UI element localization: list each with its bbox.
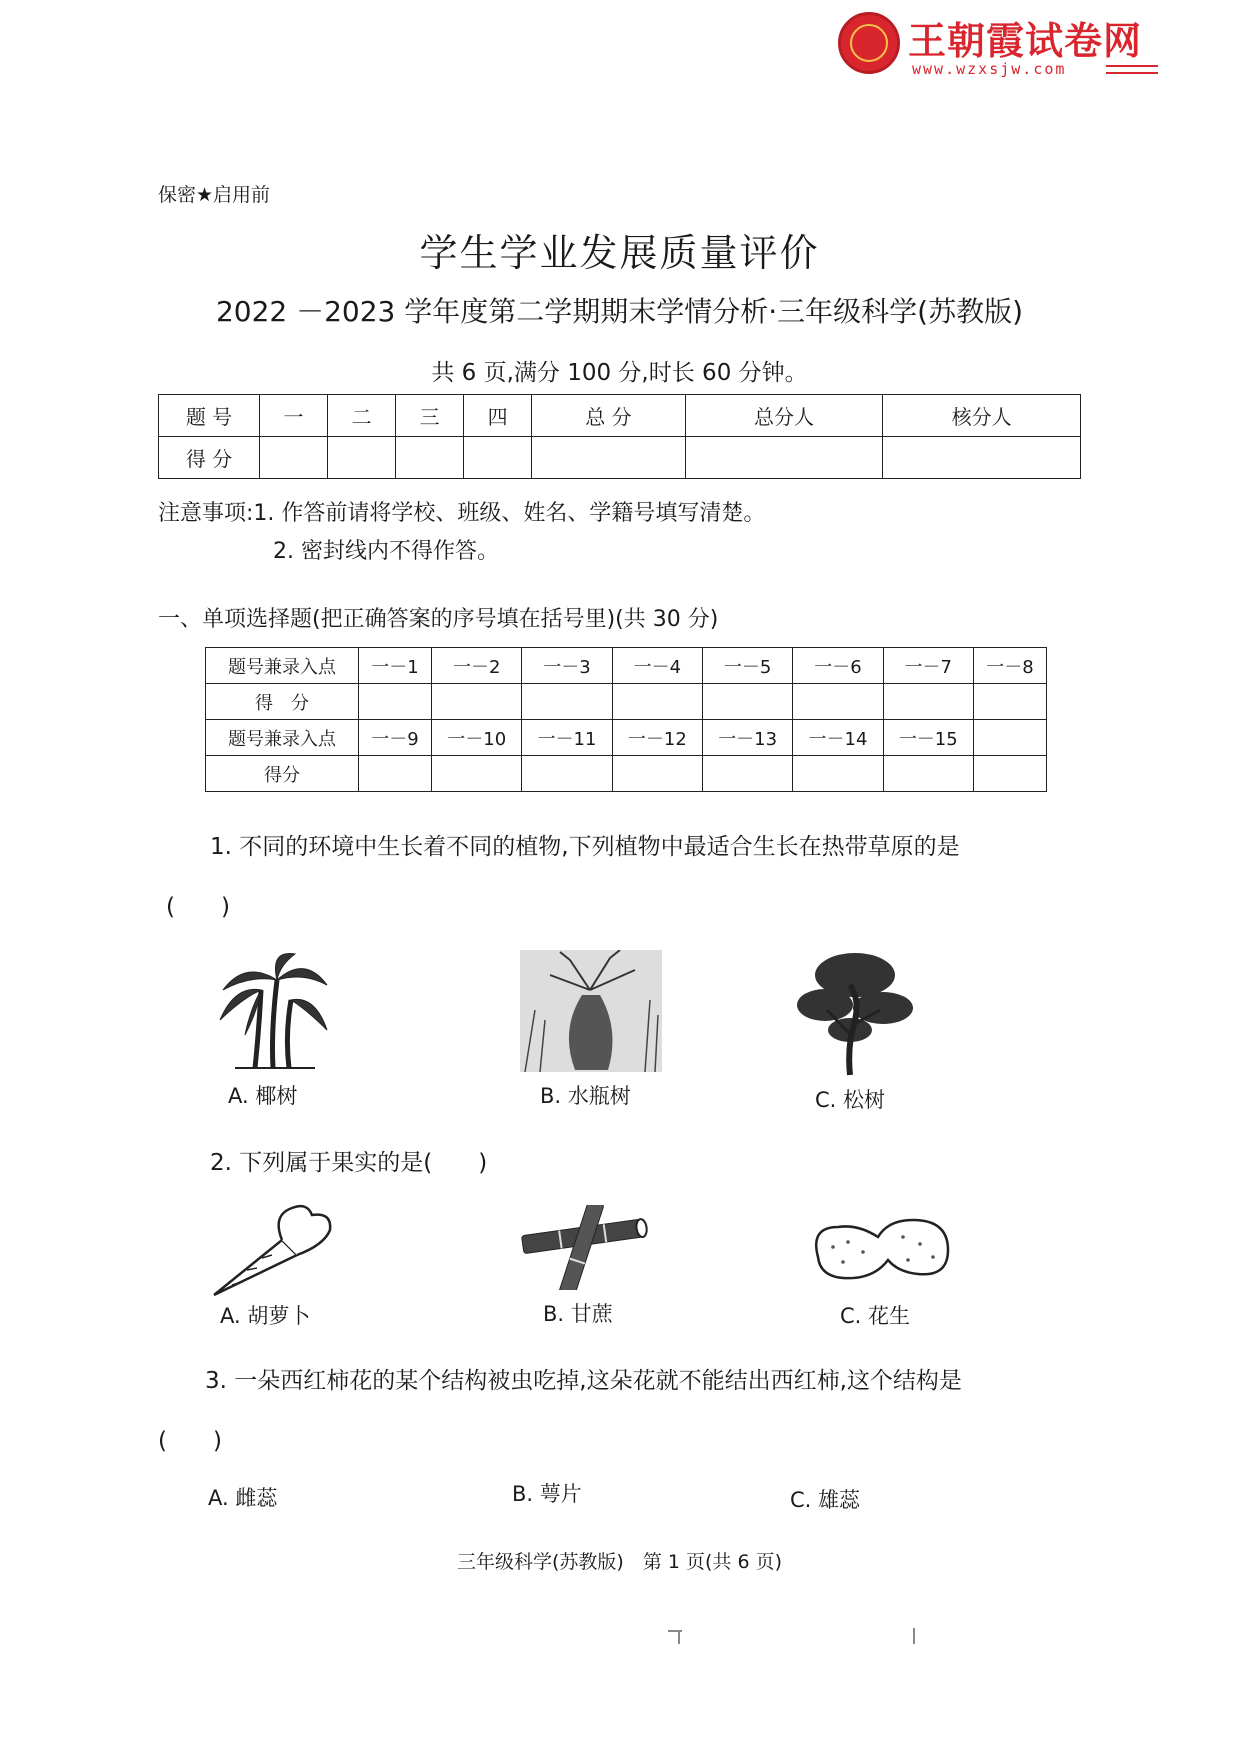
score-table-score-row — [159, 437, 1081, 479]
question-2-stem: 2. 下列属于果实的是( ) — [210, 1150, 488, 1176]
table-row — [206, 756, 1047, 792]
table-cell: 一－11 — [522, 720, 612, 756]
table-cell: 题 号 — [159, 395, 260, 437]
score-cell[interactable] — [973, 756, 1046, 792]
table-cell: 得分 — [206, 756, 359, 792]
option[interactable]: A. 雌蕊 — [208, 1486, 278, 1510]
score-cell[interactable] — [328, 437, 396, 479]
table-cell: 题号兼录入点 — [206, 720, 359, 756]
score-cell[interactable] — [522, 756, 612, 792]
option[interactable]: C. 雄蕊 — [790, 1488, 861, 1512]
option[interactable]: B. 水瓶树 — [540, 1084, 631, 1108]
exam-meta: 共 6 页,满分 100 分,时长 60 分钟。 — [431, 360, 808, 386]
site-name: 王朝霞试卷网 — [908, 19, 1143, 63]
score-cell[interactable] — [883, 437, 1081, 479]
table-row — [206, 720, 1047, 756]
score-cell[interactable] — [612, 756, 702, 792]
table-cell: 总 分 — [532, 395, 685, 437]
table-cell: 得 分 — [159, 437, 260, 479]
score-cell[interactable] — [793, 756, 883, 792]
score-cell[interactable] — [702, 756, 792, 792]
answer-bracket[interactable]: ( ) — [166, 894, 230, 920]
score-cell[interactable] — [432, 684, 522, 720]
seal-icon — [838, 12, 900, 74]
table-cell: 一－13 — [702, 720, 792, 756]
score-cell[interactable] — [883, 684, 973, 720]
table-cell — [973, 720, 1046, 756]
option[interactable]: C. 花生 — [840, 1304, 911, 1328]
table-cell: 一－6 — [793, 648, 883, 684]
score-cell[interactable] — [359, 684, 432, 720]
question-3-stem: 3. 一朵西红柿花的某个结构被虫吃掉,这朵花就不能结出西红柿,这个结构是 — [205, 1368, 962, 1394]
option[interactable]: A. 胡萝卜 — [220, 1304, 311, 1328]
note-item: 1. 作答前请将学校、班级、姓名、学籍号填写清楚。 — [253, 501, 766, 526]
table-cell: 一－15 — [883, 720, 973, 756]
table-cell: 一－10 — [432, 720, 522, 756]
watermark-logo — [838, 10, 1168, 76]
bottle-tree-image — [520, 950, 662, 1072]
table-cell: 总分人 — [685, 395, 883, 437]
question-1-stem: 1. 不同的环境中生长着不同的植物,下列植物中最适合生长在热带草原的是 — [210, 834, 960, 860]
carrot-image — [212, 1200, 337, 1300]
score-cell[interactable] — [973, 684, 1046, 720]
pine-tree-image — [795, 950, 917, 1076]
score-cell[interactable] — [260, 437, 328, 479]
table-cell: 四 — [464, 395, 532, 437]
notes-label: 注意事项: — [158, 501, 254, 526]
answer-bracket[interactable]: ( ) — [158, 1428, 222, 1454]
table-cell: 题号兼录入点 — [206, 648, 359, 684]
table-cell: 一－3 — [522, 648, 612, 684]
score-cell[interactable] — [396, 437, 464, 479]
option[interactable]: B. 萼片 — [512, 1482, 582, 1506]
page-title: 学生学业发展质量评价 — [419, 231, 820, 275]
page-subtitle: 2022 －2023 学年度第二学期期末学情分析·三年级科学(苏教版) — [215, 295, 1024, 328]
table-cell: 一－9 — [359, 720, 432, 756]
table-cell: 一－5 — [702, 648, 792, 684]
table-cell: 一－1 — [359, 648, 432, 684]
scan-mark — [678, 1630, 680, 1644]
table-row — [206, 684, 1047, 720]
score-cell[interactable] — [522, 684, 612, 720]
score-cell[interactable] — [702, 684, 792, 720]
table-cell: 一－8 — [973, 648, 1046, 684]
note-item: 2. 密封线内不得作答。 — [273, 539, 499, 564]
record-table — [205, 647, 1047, 792]
table-cell: 一－7 — [883, 648, 973, 684]
sugarcane-image — [520, 1205, 650, 1290]
option[interactable]: A. 椰树 — [228, 1084, 298, 1108]
peanut-image — [808, 1212, 953, 1284]
option[interactable]: B. 甘蔗 — [543, 1302, 613, 1326]
score-cell[interactable] — [685, 437, 883, 479]
table-cell: 一－4 — [612, 648, 702, 684]
score-cell[interactable] — [432, 756, 522, 792]
scan-mark — [913, 1628, 915, 1644]
score-table-header-row — [159, 395, 1081, 437]
coconut-palm-image — [215, 950, 330, 1070]
option[interactable]: C. 松树 — [815, 1088, 886, 1112]
page-footer: 三年级科学(苏教版) 第 1 页(共 6 页) — [457, 1551, 782, 1573]
table-row — [206, 648, 1047, 684]
table-cell: 二 — [328, 395, 396, 437]
decor-stripes — [1106, 65, 1158, 74]
table-cell: 一－14 — [793, 720, 883, 756]
site-url: www.wzxsjw.com — [912, 60, 1067, 78]
table-cell: 三 — [396, 395, 464, 437]
table-cell: 一－12 — [612, 720, 702, 756]
table-cell: 得 分 — [206, 684, 359, 720]
section-heading: 一、单项选择题(把正确答案的序号填在括号里)(共 30 分) — [158, 607, 719, 632]
table-cell: 一 — [260, 395, 328, 437]
score-cell[interactable] — [612, 684, 702, 720]
table-cell: 核分人 — [883, 395, 1081, 437]
notes — [158, 495, 765, 571]
score-cell[interactable] — [793, 684, 883, 720]
table-cell: 一－2 — [432, 648, 522, 684]
secret-label: 保密★启用前 — [158, 184, 271, 206]
score-cell[interactable] — [532, 437, 685, 479]
score-cell[interactable] — [883, 756, 973, 792]
score-cell[interactable] — [464, 437, 532, 479]
score-cell[interactable] — [359, 756, 432, 792]
score-table — [158, 394, 1081, 479]
